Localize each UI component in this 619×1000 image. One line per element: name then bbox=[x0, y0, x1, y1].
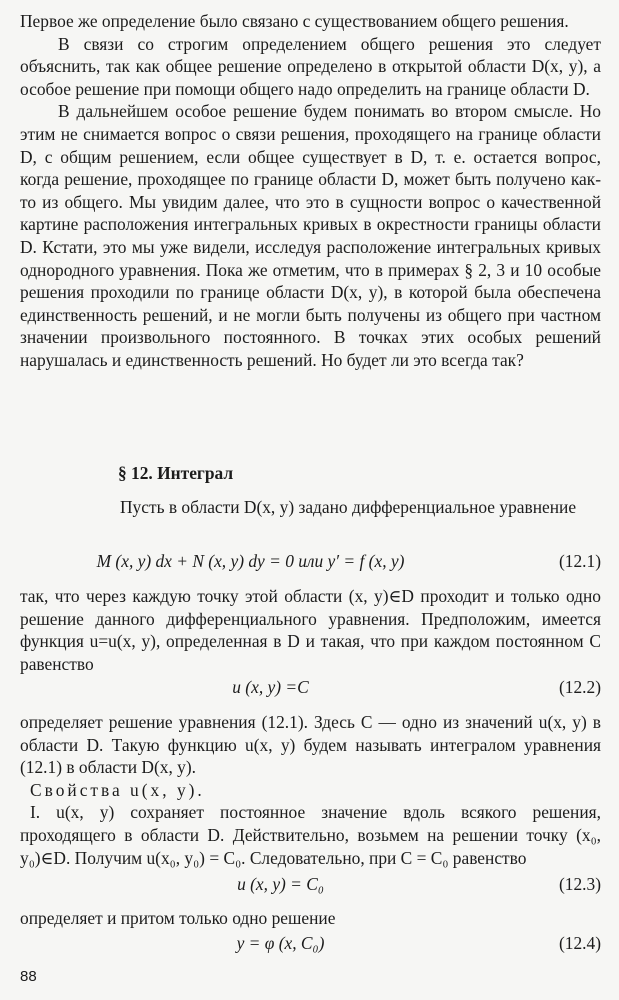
section-heading: § 12. Интеграл bbox=[118, 463, 234, 483]
block-after-12-2 bbox=[20, 711, 601, 869]
equation-12-3 bbox=[20, 873, 601, 897]
paragraph-property-1: I. u(x, y) сохраняет постоянное значение вдоль всякого решения, проходящего в области D. Действительно, возьмем на решении точку (x₀, y₀)∈D. Получим u(x₀, y₀) = C₀. Следовательно, при C = C₀ равенство bbox=[20, 802, 601, 868]
paragraph-uniqueness: так, что через каждую точку этой области (x, y)∈D проходит и только одно решение данного дифференциального уравнения. Предположим, имеется функция u=u(x, y), определенная в D и такая, что при каждом постоянном C равенство bbox=[20, 586, 601, 674]
paragraph-general-solution: В связи со строгим определением общего решения это следует объяснить, так как общее решение определено в открытой области D(x, y), а особое решение при помощи общего надо определить на границе области D. bbox=[20, 33, 601, 99]
properties-label: Свойства u(x, y). bbox=[30, 779, 205, 800]
equation-number: (12.4) bbox=[558, 933, 601, 953]
paragraph-continuation: Первое же определение было связано с существованием общего решения. bbox=[20, 11, 569, 31]
equation-12-2 bbox=[20, 676, 601, 700]
equation-expression: u (x, y) = C₀ bbox=[237, 874, 324, 894]
paragraph-integral-definition: определяет решение уравнения (12.1). Здесь C — одно из значений u(x, y) в области D. Такую функцию u(x, y) будем называть интегралом уравнения (12.1) в области D(x, y). bbox=[20, 712, 601, 778]
block-after-12-3 bbox=[20, 907, 601, 930]
block-after-12-1 bbox=[20, 585, 601, 675]
equation-expression: M (x, y) dx + N (x, y) dy = 0 или y′ = f (x, y) bbox=[96, 551, 405, 571]
paragraph-one-solution: определяет и притом только одно решение bbox=[20, 908, 336, 928]
equation-12-1 bbox=[20, 550, 601, 574]
equation-expression: y = φ (x, C₀) bbox=[236, 933, 325, 953]
equation-12-4 bbox=[20, 932, 601, 956]
equation-expression: u (x, y) =C bbox=[232, 677, 309, 697]
equation-number: (12.1) bbox=[558, 551, 601, 571]
intro-block bbox=[20, 496, 601, 519]
page-number: 88 bbox=[20, 968, 37, 985]
paragraph-intro: Пусть в области D(x, y) задано дифференциальное уравнение bbox=[120, 497, 577, 517]
equation-number: (12.3) bbox=[558, 874, 601, 894]
equation-number: (12.2) bbox=[558, 677, 601, 697]
paragraph-singular-solution: В дальнейшем особое решение будем понимать во втором смысле. Но этим не снимается вопрос о связи решения, проходящего на границе области D, с общим решением, если общее существует в D, т. е. остается вопрос, когда решение, проходящее по границе области D, может быть получено как-то из общего. Мы увидим далее, что это в сущности вопрос о качественной картине расположения интегральных кривых в окрестности границы области D. Кстати, это мы уже видели, исследуя расположение интегральных кривых однородного уравнения. Пока же отметим, что в примерах § 2, 3 и 10 особые решения проходили по границе области D(x, y), в которой была обеспечена единственность решений, и не могли быть получены из общего при частном значении произвольного постоянного. В точках этих особых решений нарушалась и единственность решений. Но будет ли это всегда так? bbox=[20, 101, 601, 370]
top-text-block bbox=[20, 10, 601, 372]
